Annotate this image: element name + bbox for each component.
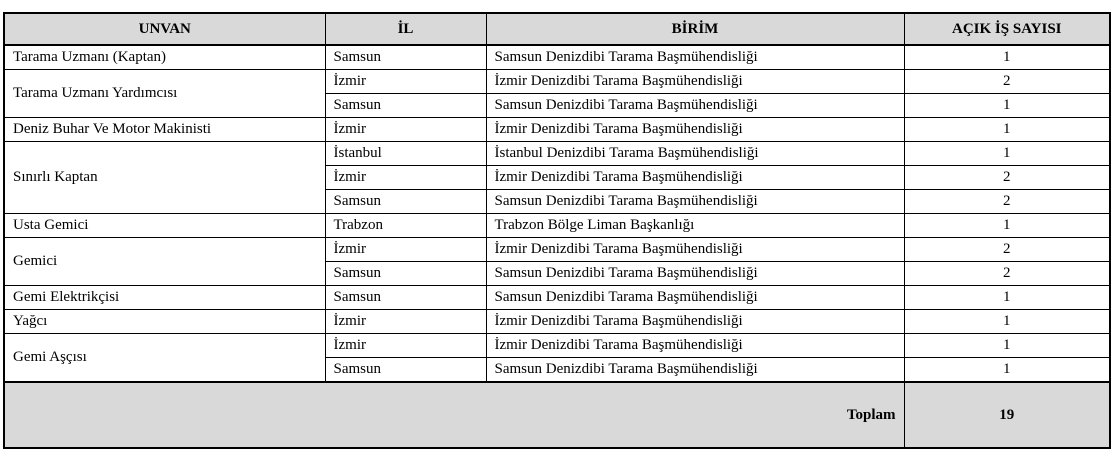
cell-unvan: Gemici — [4, 238, 325, 286]
table-row — [4, 142, 1110, 166]
cell-il: İzmir — [325, 118, 486, 142]
table-footer — [4, 382, 1110, 448]
cell-sayi: 2 — [904, 190, 1110, 214]
total-spacer — [4, 382, 486, 448]
table-row — [4, 334, 1110, 358]
cell-unvan: Tarama Uzmanı (Kaptan) — [4, 45, 325, 70]
header-row — [4, 13, 1110, 45]
cell-unvan: Usta Gemici — [4, 214, 325, 238]
cell-unvan: Gemi Aşçısı — [4, 334, 325, 383]
cell-birim: İzmir Denizdibi Tarama Başmühendisliği — [486, 70, 904, 94]
cell-sayi: 1 — [904, 118, 1110, 142]
table-row — [4, 238, 1110, 262]
cell-sayi: 2 — [904, 238, 1110, 262]
table-row — [4, 214, 1110, 238]
header-birim: BİRİM — [486, 13, 904, 45]
table-row — [4, 286, 1110, 310]
cell-sayi: 1 — [904, 45, 1110, 70]
cell-il: İzmir — [325, 166, 486, 190]
cell-birim: Samsun Denizdibi Tarama Başmühendisliği — [486, 286, 904, 310]
cell-unvan: Sınırlı Kaptan — [4, 142, 325, 214]
table-row — [4, 118, 1110, 142]
cell-il: Trabzon — [325, 214, 486, 238]
cell-sayi: 1 — [904, 310, 1110, 334]
cell-sayi: 1 — [904, 358, 1110, 383]
cell-birim: Trabzon Bölge Liman Başkanlığı — [486, 214, 904, 238]
cell-birim: Samsun Denizdibi Tarama Başmühendisliği — [486, 190, 904, 214]
header-sayi: AÇIK İŞ SAYISI — [904, 13, 1110, 45]
total-row — [4, 382, 1110, 448]
cell-il: İzmir — [325, 70, 486, 94]
cell-birim: İzmir Denizdibi Tarama Başmühendisliği — [486, 310, 904, 334]
cell-birim: İzmir Denizdibi Tarama Başmühendisliği — [486, 118, 904, 142]
cell-sayi: 1 — [904, 142, 1110, 166]
table-header — [4, 13, 1110, 45]
cell-il: Samsun — [325, 45, 486, 70]
table-row — [4, 70, 1110, 94]
cell-unvan: Yağcı — [4, 310, 325, 334]
cell-il: Samsun — [325, 262, 486, 286]
cell-birim: İstanbul Denizdibi Tarama Başmühendisliği — [486, 142, 904, 166]
cell-birim: Samsun Denizdibi Tarama Başmühendisliği — [486, 94, 904, 118]
cell-sayi: 2 — [904, 166, 1110, 190]
cell-birim: İzmir Denizdibi Tarama Başmühendisliği — [486, 238, 904, 262]
table-row — [4, 45, 1110, 70]
job-openings-table — [3, 12, 1111, 449]
total-value: 19 — [904, 382, 1110, 448]
cell-sayi: 2 — [904, 262, 1110, 286]
cell-birim: İzmir Denizdibi Tarama Başmühendisliği — [486, 334, 904, 358]
cell-sayi: 1 — [904, 214, 1110, 238]
cell-il: İzmir — [325, 238, 486, 262]
cell-il: İstanbul — [325, 142, 486, 166]
cell-il: Samsun — [325, 94, 486, 118]
cell-birim: İzmir Denizdibi Tarama Başmühendisliği — [486, 166, 904, 190]
cell-il: Samsun — [325, 190, 486, 214]
cell-il: Samsun — [325, 286, 486, 310]
cell-sayi: 2 — [904, 70, 1110, 94]
cell-il: İzmir — [325, 334, 486, 358]
cell-unvan: Deniz Buhar Ve Motor Makinisti — [4, 118, 325, 142]
cell-unvan: Gemi Elektrikçisi — [4, 286, 325, 310]
cell-sayi: 1 — [904, 334, 1110, 358]
total-label: Toplam — [486, 382, 904, 448]
cell-birim: Samsun Denizdibi Tarama Başmühendisliği — [486, 45, 904, 70]
cell-birim: Samsun Denizdibi Tarama Başmühendisliği — [486, 262, 904, 286]
header-il: İL — [325, 13, 486, 45]
cell-unvan: Tarama Uzmanı Yardımcısı — [4, 70, 325, 118]
table-body — [4, 45, 1110, 382]
header-unvan: UNVAN — [4, 13, 325, 45]
cell-sayi: 1 — [904, 286, 1110, 310]
cell-birim: Samsun Denizdibi Tarama Başmühendisliği — [486, 358, 904, 383]
cell-il: Samsun — [325, 358, 486, 383]
table-row — [4, 310, 1110, 334]
cell-sayi: 1 — [904, 94, 1110, 118]
cell-il: İzmir — [325, 310, 486, 334]
